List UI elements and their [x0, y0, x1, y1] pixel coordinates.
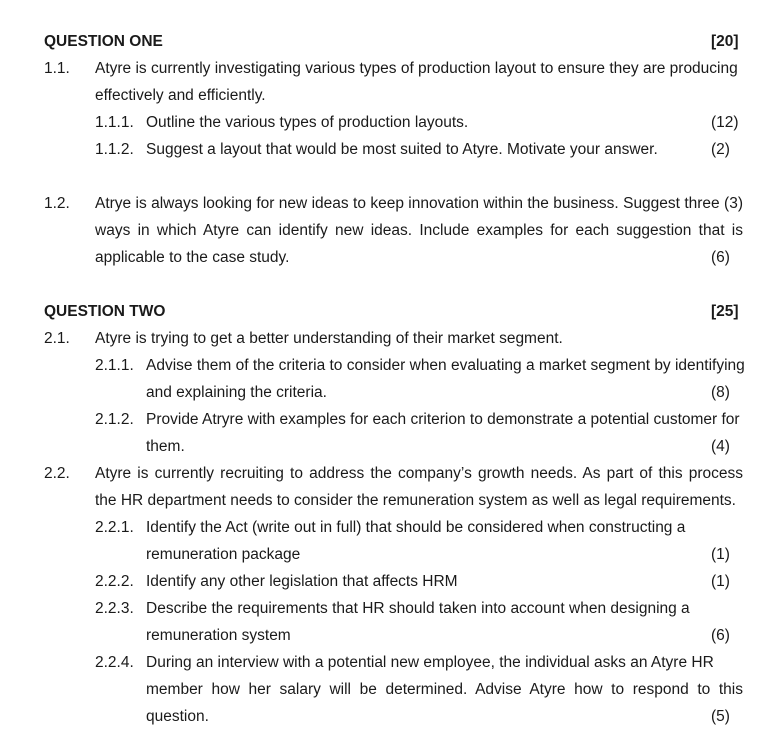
section-1-2-text-line-3: applicable to the case study.: [95, 249, 290, 266]
item-number-2-2-2: 2.2.2.: [95, 573, 134, 590]
item-2-2-1-text-line-2: remuneration package: [146, 546, 301, 563]
section-1-2-marks: (6): [711, 249, 730, 266]
question-one-title: QUESTION ONE: [44, 33, 163, 50]
section-1-2-text-line-1: Atrye is always looking for new ideas to keep innovation within the business. Suggest three (3): [95, 195, 743, 212]
item-number-2-2-3: 2.2.3.: [95, 600, 134, 617]
item-2-1-2-text-line-1: Provide Atryre with examples for each criterion to demonstrate a potential customer for: [146, 411, 740, 428]
section-1-1-text-line-2: effectively and efficiently.: [95, 87, 266, 104]
item-2-2-4-text-line-2: member how her salary will be determined. Advise Atyre how to respond to this: [146, 681, 743, 698]
item-number-1-1-2: 1.1.2.: [95, 141, 134, 158]
item-1-1-1-marks: (12): [711, 114, 739, 131]
item-2-2-2-text: Identify any other legislation that affects HRM: [146, 573, 458, 590]
item-2-1-2-text-line-2: them.: [146, 438, 185, 455]
section-number-2-2: 2.2.: [44, 465, 70, 482]
item-2-2-4-text-line-1: During an interview with a potential new employee, the individual asks an Atyre HR: [146, 654, 714, 671]
item-1-1-1-text: Outline the various types of production layouts.: [146, 114, 469, 131]
item-2-2-1-marks: (1): [711, 546, 730, 563]
item-2-1-1-text-line-1: Advise them of the criteria to consider when evaluating a market segment by identifying: [146, 357, 745, 374]
item-2-2-4-text-line-3: question.: [146, 708, 209, 725]
section-2-1-text: Atyre is trying to get a better understanding of their market segment.: [95, 330, 563, 347]
item-2-2-3-text-line-1: Describe the requirements that HR should taken into account when designing a: [146, 600, 690, 617]
item-2-1-2-marks: (4): [711, 438, 730, 455]
section-number-2-1: 2.1.: [44, 330, 70, 347]
item-2-1-1-marks: (8): [711, 384, 730, 401]
item-number-1-1-1: 1.1.1.: [95, 114, 134, 131]
item-2-2-2-marks: (1): [711, 573, 730, 590]
item-2-2-4-marks: (5): [711, 708, 730, 725]
item-number-2-2-4: 2.2.4.: [95, 654, 134, 671]
item-2-2-3-text-line-2: remuneration system: [146, 627, 291, 644]
item-number-2-1-1: 2.1.1.: [95, 357, 134, 374]
section-1-2-text-line-2: ways in which Atyre can identify new ideas. Include examples for each suggestion that is: [95, 222, 743, 239]
section-number-1-2: 1.2.: [44, 195, 70, 212]
section-number-1-1: 1.1.: [44, 60, 70, 77]
item-2-2-3-marks: (6): [711, 627, 730, 644]
item-number-2-2-1: 2.2.1.: [95, 519, 134, 536]
section-1-1-text-line-1: Atyre is currently investigating various types of production layout to ensure they are producing: [95, 60, 738, 77]
item-1-1-2-marks: (2): [711, 141, 730, 158]
question-two-title: QUESTION TWO: [44, 303, 166, 320]
section-2-2-text-line-1: Atyre is currently recruiting to address the company’s growth needs. As part of this process: [95, 465, 743, 482]
item-2-2-1-text-line-1: Identify the Act (write out in full) that should be considered when constructing a: [146, 519, 686, 536]
item-number-2-1-2: 2.1.2.: [95, 411, 134, 428]
item-1-1-2-text: Suggest a layout that would be most suited to Atyre. Motivate your answer.: [146, 141, 658, 158]
section-2-2-text-line-2: the HR department needs to consider the remuneration system as well as legal requirements.: [95, 492, 736, 509]
question-one-total: [20]: [711, 33, 739, 50]
item-2-1-1-text-line-2: and explaining the criteria.: [146, 384, 327, 401]
question-two-total: [25]: [711, 303, 739, 320]
